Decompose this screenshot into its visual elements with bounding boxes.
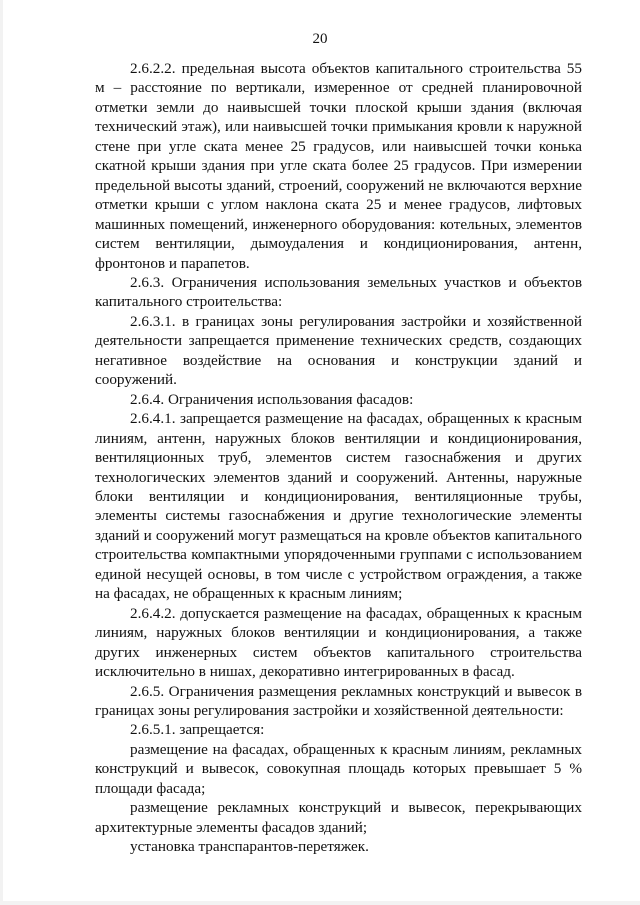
paragraph-2-6-4-heading: 2.6.4. Ограничения использования фасадов:	[130, 390, 414, 408]
paragraph-2-6-4-1: 2.6.4.1. запрещается размещение на фасадах, обращенных к красным линиям, антенн, наружных блоков вентиляции и кондиционирования, вентиляционных труб, элементов систем газоснабжения и других технологических элементов зданий и сооружений. Антенны, наружные блоки вентиляции и кондиционирования, вентиляционные трубы, элементы системы газоснабжения и другие технологические элементы зданий и сооружений могут размещаться на кровле объектов капитального строительства компактными упорядоченными группами с использованием единой несущей основы, в том числе с устройством ограждения, а также на фасадах, не обращенных к красным линиям;	[95, 410, 582, 603]
paragraph-2-6-2-2: 2.6.2.2. предельная высота объектов капитального строительства 55 м – расстояние по вертикали, измеренное от средней планировочной отметки земли до наивысшей точки плоской крыши здания (включая технический этаж), или наивысшей точки примыкания кровли к наружной стене при угле ската менее 25 градусов, или наивысшей точки конька скатной крыши здания при угле ската более 25 градусов. При измерении предельной высоты зданий, строений, сооружений не включаются верхние отметки крыши с углом наклона ската 25 и менее градусов, лифтовых машинных помещений, инженерного оборудования: котельных, элементов систем вентиляции, дымоудаления и кондиционирования, антенн, фронтонов и парапетов.	[95, 60, 582, 272]
scan-edge-shadow	[0, 0, 3, 905]
paragraph-2-6-4-2: 2.6.4.2. допускается размещение на фасадах, обращенных к красным линиям, наружных блоков вентиляции и кондиционирования, а также других инженерных систем объектов капитального строительства исключительно в нишах, декоративно интегрированных в фасад.	[95, 604, 582, 681]
document-body	[95, 59, 582, 857]
paragraph-2-6-5-heading: 2.6.5. Ограничения размещения рекламных конструкций и вывесок в границах зоны регулирования застройки и хозяйственной деятельности:	[95, 682, 582, 719]
list-item-banners: установка транспарантов-перетяжек.	[130, 838, 369, 856]
scan-bottom-edge	[0, 901, 640, 905]
paragraph-2-6-3-heading: 2.6.3. Ограничения использования земельных участков и объектов капитального строительства:	[95, 273, 582, 311]
page-number: 20	[312, 31, 328, 47]
paragraph-2-6-5-1: 2.6.5.1. запрещается:	[130, 721, 265, 739]
paragraph-2-6-3-1: 2.6.3.1. в границах зоны регулирования застройки и хозяйственной деятельности запрещается применение технических средств, создающих негативное воздействие на основания и конструкции зданий и сооружений.	[95, 312, 582, 389]
list-item-architectural-elements: размещение рекламных конструкций и вывесок, перекрывающих архитектурные элементы фасадов зданий;	[95, 799, 582, 836]
list-item-facade-ads: размещение на фасадах, обращенных к красным линиям, рекламных конструкций и вывесок, совокупная площадь которых превышает 5 % площади фасада;	[95, 740, 582, 797]
